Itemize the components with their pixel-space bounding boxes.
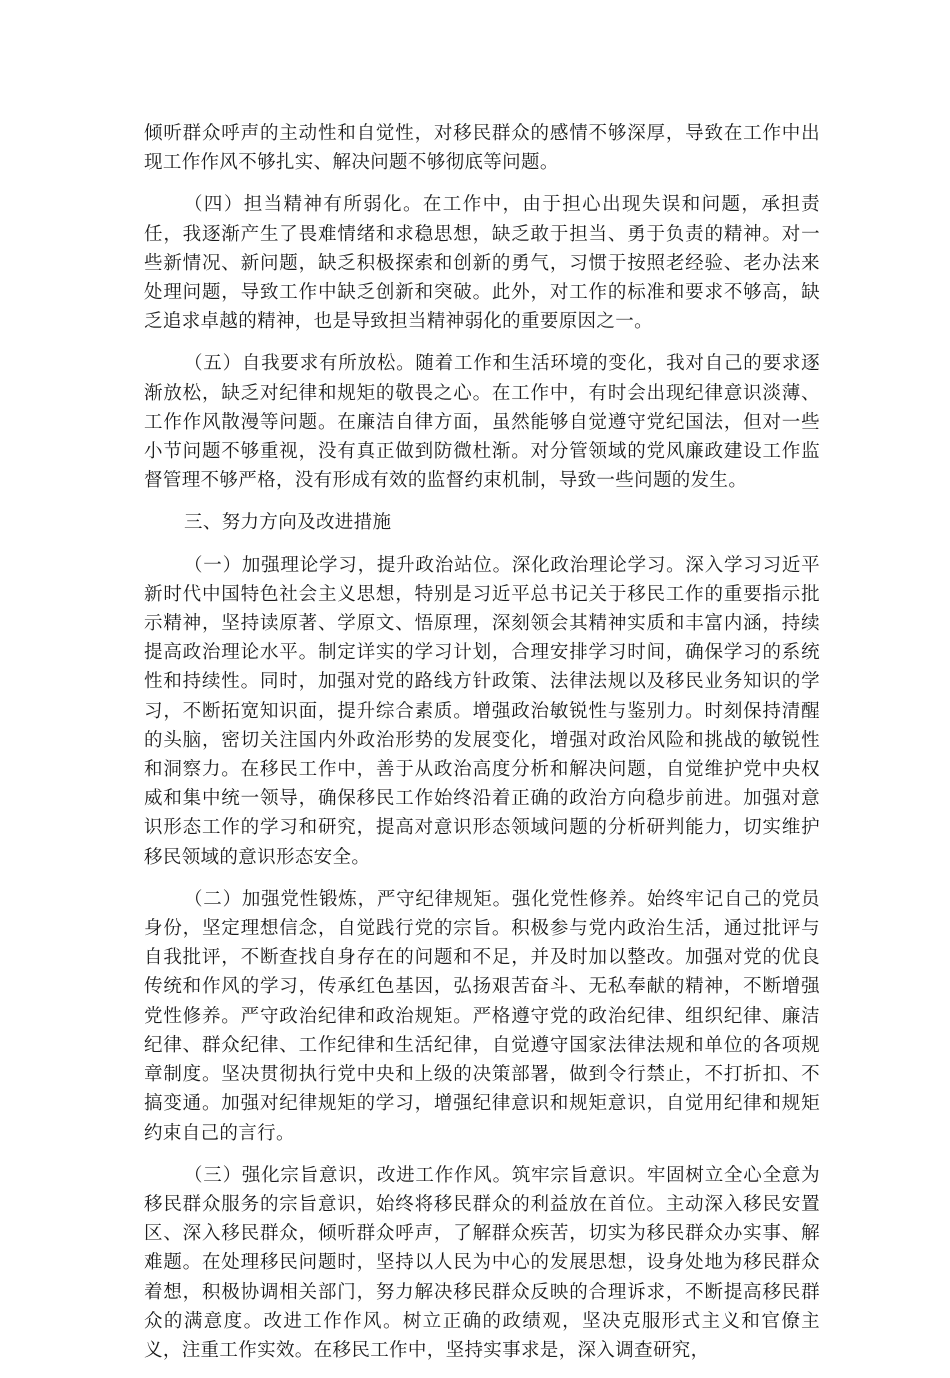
paragraph-continuation: 倾听群众呼声的主动性和自觉性，对移民群众的感情不够深厚，导致在工作中出现工作作风不够扎实、解决问题不够彻底等问题。	[144, 123, 820, 174]
paragraph-measure-two: （二）加强党性锻炼，严守纪律规矩。强化党性修养。始终牢记自己的党员身份，坚定理想信念，自觉践行党的宗旨。积极参与党内政治生活，通过批评与自我批评，不断查找自身存在的问题和不足，并及时加以整改。加强对党的优良传统和作风的学习，传承红色基因，弘扬艰苦奋斗、无私奉献的精神，不断增强党性修养。严守政治纪律和政治规矩。严格遵守党的政治纪律、组织纪律、廉洁纪律、群众纪律、工作纪律和生活纪律，自觉遵守国家法律法规和单位的各项规章制度。坚决贯彻执行党中央和上级的决策部署，做到令行禁止，不打折扣、不搞变通。加强对纪律规矩的学习，增强纪律意识和规矩意识，自觉用纪律和规矩约束自己的言行。	[144, 888, 820, 1144]
document-body	[144, 119, 820, 1378]
paragraph-section-four: （四）担当精神有所弱化。在工作中，由于担心出现失误和问题，承担责任，我逐渐产生了畏难情绪和求稳思想，缺乏敢于担当、勇于负责的精神。对一些新情况、新问题，缺乏积极探索和创新的勇气，习惯于按照老经验、老办法来处理问题，导致工作中缺乏创新和突破。此外，对工作的标准和要求不够高，缺乏追求卓越的精神，也是导致担当精神弱化的重要原因之一。	[144, 194, 820, 333]
paragraph-measure-one: （一）加强理论学习，提升政治站位。深化政治理论学习。深入学习习近平新时代中国特色社会主义思想，特别是习近平总书记关于移民工作的重要指示批示精神，坚持读原著、学原文、悟原理，深刻领会其精神实质和丰富内涵，持续提高政治理论水平。制定详实的学习计划，合理安排学习时间，确保学习的系统性和持续性。同时，加强对党的路线方针政策、法律法规以及移民业务知识的学习，不断拓宽知识面，提升综合素质。增强政治敏锐性与鉴别力。时刻保持清醒的头脑，密切关注国内外政治形势的发展变化，增强对政治风险和挑战的敏锐性和洞察力。在移民工作中，善于从政治高度分析和解决问题，自觉维护党中央权威和集中统一领导，确保移民工作始终沿着正确的政治方向稳步前进。加强对意识形态工作的学习和研究，提高对意识形态领域问题的分析研判能力，切实维护移民领域的意识形态安全。	[144, 554, 820, 868]
section-heading: 三、努力方向及改进措施	[184, 512, 392, 534]
paragraph-measure-three: （三）强化宗旨意识，改进工作作风。筑牢宗旨意识。牢固树立全心全意为移民群众服务的宗旨意识，始终将移民群众的利益放在首位。主动深入移民安置区、深入移民群众，倾听群众呼声，了解群众疾苦，切实为移民群众办实事、解难题。在处理移民问题时，坚持以人民为中心的发展思想，设身处地为移民群众着想，积极协调相关部门，努力解决移民群众反映的合理诉求，不断提高移民群众的满意度。改进工作作风。树立正确的政绩观，坚决克服形式主义和官僚主义，注重工作实效。在移民工作中，坚持实事求是，深入调查研究，	[144, 1164, 820, 1361]
paragraph-section-five: （五）自我要求有所放松。随着工作和生活环境的变化，我对自己的要求逐渐放松，缺乏对纪律和规矩的敬畏之心。在工作中，有时会出现纪律意识淡薄、工作作风散漫等问题。在廉洁自律方面，虽然能够自觉遵守党纪国法，但对一些小节问题不够重视，没有真正做到防微杜渐。对分管领域的党风廉政建设工作监督管理不够严格，没有形成有效的监督约束机制，导致一些问题的发生。	[144, 353, 820, 492]
